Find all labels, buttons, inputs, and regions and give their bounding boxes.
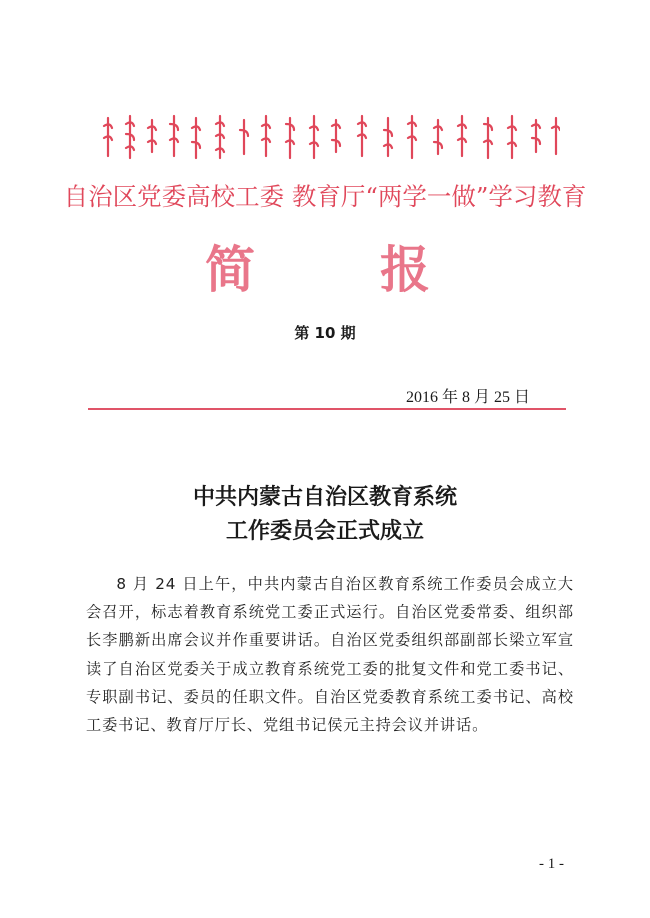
issue-date: 2016 年 8 月 25 日 [405,389,530,406]
mongolian-script-graphic [100,112,560,164]
article-body: 8 月 24 日上午，中共内蒙古自治区教育系统工作委员会成立大会召开，标志着教育系统党工委正式运行。自治区党委常委、组织部长李鹏新出席会议并作重要讲话。自治区党委组织部副部长梁立军宣读了自治区党委关于成立教育系统党工委的批复文件和党工委书记、专职副书记、委员的任职文件。自治区党委教育系统工委书记、高校工委书记、教育厅厅长、党组书记侯元主持会议并讲话。 [86,575,574,735]
bulletin-heading [0,240,650,300]
bulletin-heading-char-1: 简 [205,241,255,299]
mongolian-script-header [100,112,560,164]
bulletin-heading-char-2: 报 [380,241,430,299]
header-divider [88,408,566,410]
issue-number: 第 10 期 [294,324,356,342]
article-title-line-2: 工作委员会正式成立 [225,518,424,544]
article-title-line-1: 中共内蒙古自治区教育系统 [192,484,457,510]
bulletin-issuer-title: 自治区党委高校工委 教育厅“两学一做”学习教育 [63,182,587,211]
page-number: - 1 - [539,856,564,872]
